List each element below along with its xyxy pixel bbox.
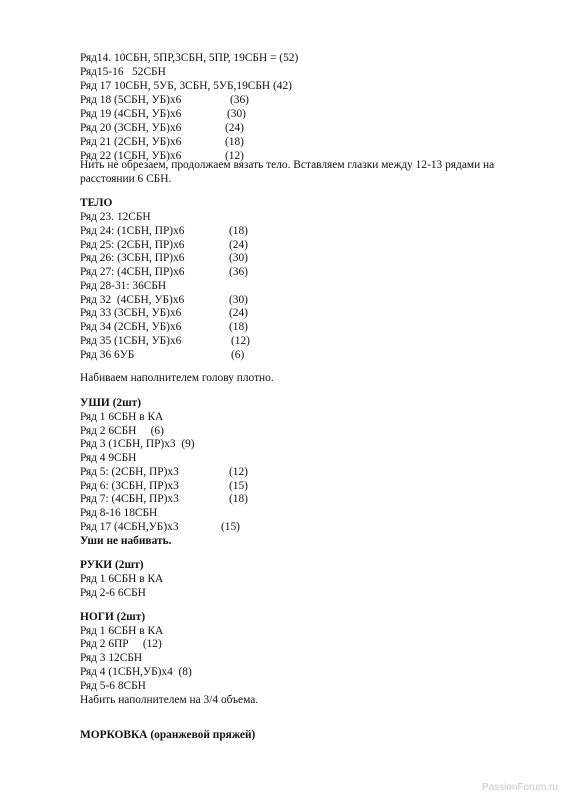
row-line: Ряд 20 (3СБН, УБ)х6 (24) <box>80 122 244 134</box>
section-title-carrot: МОРКОВКА (оранжевой пряжей) <box>80 729 256 741</box>
row-line: Набить наполнителем на 3/4 объема. <box>80 694 259 706</box>
row-line: Ряд 1 6СБН в КА <box>80 411 164 423</box>
section-title-body: ТЕЛО <box>80 197 113 209</box>
row-line: Ряд 4 9СБН <box>80 452 137 464</box>
stitch-count: (30) <box>229 252 248 264</box>
row-line: Ряд 28-31: 36СБН <box>80 280 167 292</box>
row-line: Ряд 2 6СБН (6) <box>80 425 164 437</box>
head-note: Нить не обрезаем, продолжаем вязать тело. Вставляем глазки между 12-13 рядами на расстоянии 6 СБН. <box>80 159 495 185</box>
row-line: Ряд 3 12СБН <box>80 652 143 664</box>
row-line: Ряд 2 6ПР (12) <box>80 638 162 650</box>
stitch-count: (15) <box>229 480 248 492</box>
stitch-count: (30) <box>227 108 246 120</box>
stitch-count: (12) <box>229 466 248 478</box>
watermark: PassionForum.ru <box>481 782 558 793</box>
row-line: Ряд 6: (3СБН, ПР)х3 (15) <box>80 480 248 492</box>
row-line: Ряд 3 (1СБН, ПР)х3 (9) <box>80 438 195 450</box>
stitch-count: (36) <box>229 266 248 278</box>
row-line: Ряд 2-6 6СБН <box>80 587 146 599</box>
section-title-ears: УШИ (2шт) <box>80 397 142 409</box>
row-line: Ряд 17 (4СБН,УБ)х3 (15) <box>80 521 240 533</box>
row-line: Ряд 27: (4СБН, ПР)х6 (36) <box>80 266 248 278</box>
row-line: Ряд 5: (2СБН, ПР)х3 (12) <box>80 466 248 478</box>
section-title-arms: РУКИ (2шт) <box>80 559 144 571</box>
row-line: Ряд 32 (4СБН, УБ)х6 (30) <box>80 294 248 306</box>
row-line: Ряд 21 (2СБН, УБ)х6 (18) <box>80 136 244 148</box>
stitch-count: (36) <box>230 94 249 106</box>
row-line: Ряд 4 (1СБН,УБ)х4 (8) <box>80 666 192 678</box>
stitch-count: (24) <box>229 239 248 251</box>
stitch-count: (15) <box>221 521 240 533</box>
row-line: Ряд 24: (1СБН, ПР)х6 (18) <box>80 225 248 237</box>
body-note: Набиваем наполнителем голову плотно. <box>80 372 274 384</box>
stitch-count: (12) <box>231 335 250 347</box>
stitch-count: (12) <box>225 150 244 162</box>
row-line: Ряд 1 6СБН в КА <box>80 625 164 637</box>
row-line: Ряд 5-6 8СБН <box>80 680 146 692</box>
row-line: Ряд 26: (3СБН, ПР)х6 (30) <box>80 252 248 264</box>
stitch-count: (24) <box>229 307 248 319</box>
row-line: Ряд 35 (1СБН, УБ)х6 (12) <box>80 335 250 347</box>
row-line: Ряд 22 (1СБН, УБ)х6 (12) <box>80 150 244 162</box>
row-line: Ряд 17 10СБН, 5УБ, 3СБН, 5УБ,19СБН (42) <box>80 80 292 92</box>
row-line: Ряд 33 (3СБН, УБ)х6 (24) <box>80 307 248 319</box>
row-line: Ряд 23. 12СБН <box>80 211 151 223</box>
row-line: Ряд 7: (4СБН, ПР)х3 (18) <box>80 493 248 505</box>
stitch-count: (30) <box>229 294 248 306</box>
section-title-legs: НОГИ (2шт) <box>80 611 146 623</box>
row-line: Ряд 8-16 18СБН <box>80 507 158 519</box>
row-line: Ряд 25: (2СБН, ПР)х6 (24) <box>80 239 248 251</box>
stitch-count: (18) <box>229 321 248 333</box>
stitch-count: (18) <box>225 136 244 148</box>
row-line: Ряд 19 (4СБН, УБ)х6 (30) <box>80 108 246 120</box>
row-line: Ряд 1 6СБН в КА <box>80 573 164 585</box>
row-line: Ряд 36 6УБ (6) <box>80 349 245 361</box>
stitch-count: (18) <box>229 493 248 505</box>
stitch-count: (24) <box>225 122 244 134</box>
ears-note: Уши не набивать. <box>80 535 172 547</box>
row-line: Ряд14. 10СБН, 5ПР,3СБН, 5ПР, 19СБН = (52) <box>80 52 299 64</box>
stitch-count: (6) <box>231 349 245 361</box>
row-line: Ряд15-16 52СБН <box>80 66 166 78</box>
row-line: Ряд 18 (5СБН, УБ)х6 (36) <box>80 94 249 106</box>
row-line: Ряд 34 (2СБН, УБ)х6 (18) <box>80 321 248 333</box>
stitch-count: (18) <box>229 225 248 237</box>
